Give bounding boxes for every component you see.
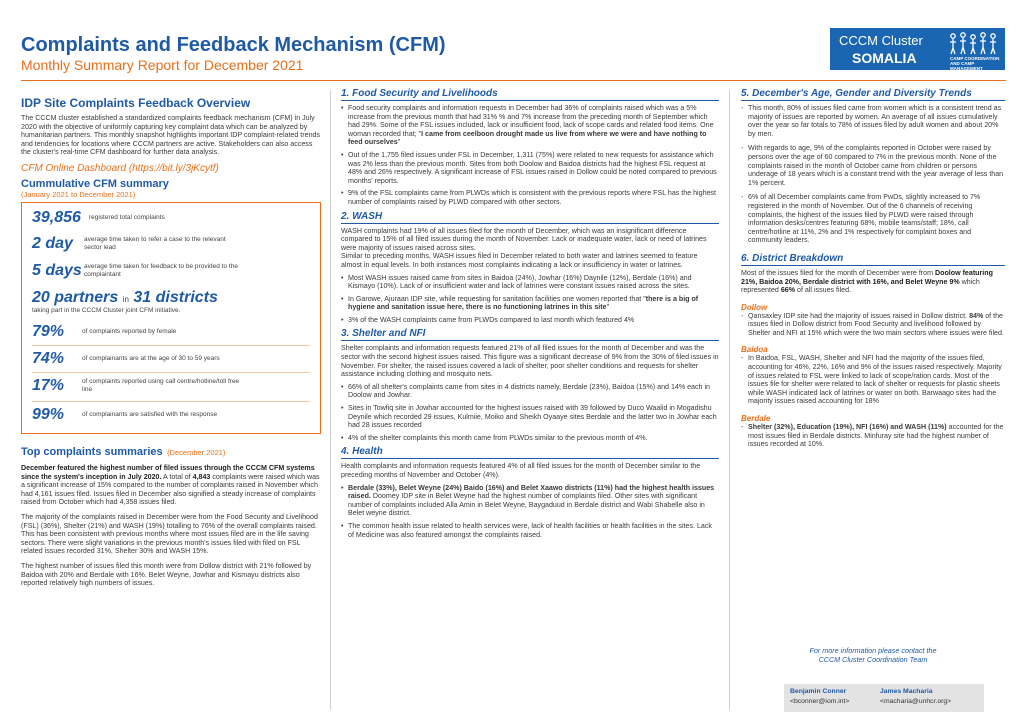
list-item: • 3% of the WASH complaints came from PLWDs compared to last month which featured 4% xyxy=(341,316,719,325)
stat-referral-time xyxy=(32,235,244,253)
stat-label: taking part in the CCCM Cluster joint CFM initiative. xyxy=(32,306,181,314)
dollow-heading: Dollow xyxy=(741,302,768,312)
list-item xyxy=(341,295,719,312)
stat-satisfaction xyxy=(32,406,217,424)
baidoa-text: - In Baidoa, FSL, WASH, Shelter and NFI had the majority of the issues filed, accounting for 46%, 22%, 16% and 9% of the issues raised respectively. Majority of issues related to FSL were linked to lack of scope/ration cards. Most of the issues file for shelter were related to lack of shelter or requests for plastic sheets while WASH indicated lack of latrines or water on both. Barwaago sites had the majority issues raised accounting for 18% xyxy=(741,354,1005,406)
contact-box xyxy=(784,684,984,712)
berdale-heading: Berdale xyxy=(741,414,771,424)
district-heading: 6. District Breakdown xyxy=(741,253,1005,266)
stat-divider xyxy=(32,401,310,402)
shelter-paragraph: Shelter complaints and information requests featured 21% of all filed issues for the month of December and was the sector with the second highest issues raised. This figure was a significant decrease of 9% from the 30% of filed issues in November. For shelter, the raised issues covered a lack of shelter, poor shelter conditions and requests for shelter assistance including clothing and mosquito nets. xyxy=(341,344,719,379)
logo-country-text: SOMALIA xyxy=(852,50,917,66)
cumulative-stats-box xyxy=(21,202,321,434)
text-span: accounted for the most issues filed in Berdale districts. Minfuray site had the highest number of issues recorded at 10%. xyxy=(748,423,1004,449)
wash-list xyxy=(341,274,719,325)
text-span: of all issues filed. xyxy=(795,286,852,295)
text-span: Doomey IDP site in Belet Weyne had the highest number of complaints filed. Other sites with significant number of complaints included Alla Amin in Belet Weyne, Baygaduud in Berdale district and Wabi Shabelle also in Belet weyne district. xyxy=(348,492,705,518)
list-item: • 4% of the shelter complaints this month came from PLWDs similar to the previous month of 4%. xyxy=(341,434,719,443)
text-span: complaints were raised which was a significant increase of 15% compared to the number of complaints raised in November which had 4,161 issues filed. Issues filed in December also signified a steady increase of complaints raised from October which had 4,358 issues filed. xyxy=(21,472,320,507)
report-subtitle: Monthly Summary Report for December 2021 xyxy=(21,57,304,73)
list-item: • The common health issue related to health services were, lack of health facilities or health facilities in the sites. Lack of Medicine was also featured amongst the complaints raised. xyxy=(341,522,719,539)
text-span: Qansaxley IDP site had the majority of issues raised in Dollow district. xyxy=(748,311,970,320)
list-item: • 9% of the FSL complaints came from PLWDs which is consistent with the previous reports where FSL has the highest number of complaints raised by PLWD compared with other sectors. xyxy=(341,189,719,206)
contact-name: James Macharia xyxy=(880,688,933,695)
quote-text: I came from ceelboon drought made us live from where we were and have nothing to feed ourselves xyxy=(348,129,707,147)
bold-text: Shelter (32%), Education (19%), NFI (16%) and WASH (11%) xyxy=(748,423,947,432)
top-complaints-paragraph-3: The highest number of issues filed this month were from Dollow district with 21% followed by Baidoa with 20% and Berdale with 16%. Belet Weyne, Jowhar and Kismayu districts also reported relatively high numbers of issues. xyxy=(21,561,312,588)
age-gender-heading: 5. December's Age, Gender and Diversity Trends xyxy=(741,88,1005,101)
cumulative-period: (January 2021 to December 2021) xyxy=(21,189,136,199)
contact-email[interactable]: <macharia@unhcr.org> xyxy=(880,698,952,705)
bold-text: 66% xyxy=(780,286,796,295)
stat-label: of complaints reported using call centre/hotline/toll free line xyxy=(82,377,240,393)
text-span: " xyxy=(397,138,401,147)
stat-call-centre xyxy=(32,377,242,395)
right-column xyxy=(741,88,1005,449)
stat-districts-value: 31 districts xyxy=(133,288,218,306)
stat-age xyxy=(32,350,220,368)
middle-column xyxy=(341,88,719,543)
bold-text: 84% xyxy=(969,311,984,320)
fsl-list xyxy=(341,104,719,207)
bold-text: Berdale (33%), Belet Weyne (24%) Baido (16%) and Belet Xaawo districts (11%) had the highest health issues raised. xyxy=(348,483,715,501)
text-span: A total of xyxy=(161,472,193,481)
contact-email[interactable]: <bconner@iom.int> xyxy=(790,698,850,705)
list-item: • Out of the 1,755 filed issues under FSL in December, 1,311 (75%) were related to new requests for assistance which was 2% less than the previous month. Sites from both Doolow and Baidoa districts had the highest FSL request at 48% and 26% respectively. A significant increase of FSL issues raised in Dollow could be noted compared to previous months' reports. xyxy=(341,151,719,185)
age-gender-item: - With regards to age, 9% of the complaints reported in October were raised by persons over the age of 60 compared to 7% in the previous month. None of the complaints raised in the month of October came from children or persons underage of 18 years which is a constant trend with the year average of less than 1% percent. xyxy=(741,144,1005,187)
stat-label: of complaints reported by female xyxy=(82,327,177,335)
left-column xyxy=(21,88,321,588)
quote-text: there is a big of hygiene and sanitation issue here, there is no functioning latrines in this site xyxy=(348,294,699,312)
health-list xyxy=(341,484,719,540)
contact-name: Benjamin Conner xyxy=(790,688,847,695)
text-span: Food security complaints and information requests in December had 36% of complaints raised which was a 5% increase from the previous month that had 31% % and 7% increase from the preceding month of September which had 29%. Some of the FSL issues included, lack or insufficient food, lack of scope cards and related food items. One woman recorded that; " xyxy=(348,104,714,138)
shelter-list xyxy=(341,383,719,443)
top-complaints-period: (December 2021) xyxy=(167,447,226,457)
top-complaints-heading: Top complaints summaries xyxy=(21,445,163,458)
wash-paragraph: WASH complaints had 19% of all issues filed for the month of December, which was an insignificant difference compared to 15% of all filed issues during the month of November. Lack or inadequate water, lack or need of latrines were majority of issues raised across sites. xyxy=(341,226,707,252)
list-item: • 66% of all shelter's complaints came from sites in 4 districts namely, Berdale (23%), Baidoa (15%) and 14% each in Doolow and Jowhar. xyxy=(341,383,719,400)
stat-value: 2 day xyxy=(32,234,73,252)
contact-intro-line-1: For more information please contact the xyxy=(809,646,937,655)
age-gender-item: - 6% of all December complaints came from PwDs, slightly increased to 7% registered in the month of November. Out of the 6 channels of receiving complaints, the highest of the issues filed by PLWD were raised through information desks/centres featuring 68%, mobile teams/staff; 18%, call centre/hotline at 11%, 2% and 1% respectively for complaint boxes and community leaders. xyxy=(741,193,1005,245)
text-span: which represented xyxy=(741,277,980,295)
fsl-heading: 1. Food Security and Livelihoods xyxy=(341,88,719,101)
top-complaints-heading-row xyxy=(21,442,321,460)
logo-subtitle: CAMP COORDINATION AND CAMP MANAGEMENT xyxy=(950,56,1000,71)
contact-section xyxy=(741,646,1005,664)
stat-value: 5 days xyxy=(32,261,82,279)
berdale-text xyxy=(741,423,1005,449)
stat-value: 99% xyxy=(32,405,65,423)
report-header xyxy=(0,0,1024,80)
text-span: " xyxy=(606,303,610,312)
stat-in-text: in xyxy=(122,294,129,304)
dollow-text xyxy=(741,312,1005,338)
cccm-logo xyxy=(830,28,1005,70)
stat-value: 39,856 xyxy=(32,208,81,226)
overview-text: The CCCM cluster established a standardized complaints feedback mechanism (CFM) in July 2020 with the objective of uniformly capturing key complaint data which can be analyzed by humanitarian partners. This monthly snapshot highlights important IDP complaint-related trends and tendencies for locations where CCCM partners are active. Stakeholders can also access the cluster's real-time CFM dashboard for further data analysis. xyxy=(21,114,321,157)
wash-paragraph-2: Similar to preceding months, WASH issues filed in December related to both water and latrines seemed to feature almost in equal levels. In both instances most complaints indicating a lack or insufficiency in water or latrines. xyxy=(341,252,698,269)
stat-value: 74% xyxy=(32,349,65,367)
bold-text: Doolow featuring 21%, Baidoa 20%, Berdale district with 16%, and Belet Weyne 9% xyxy=(741,268,993,286)
stat-label: registered total complaints xyxy=(88,213,165,221)
shelter-heading: 3. Shelter and NFI xyxy=(341,328,719,341)
stat-label: of complainants are at the age of 30 to 59 years xyxy=(82,354,220,362)
list-item: • Sites in Towfiq site in Jowhar accounted for the highest issues raised with 39 followed by Duco Waalid in Mogadishu Deynile which recorded 29 issues, Kulmiie, Moiko and Sheikh Oyaaye sites Berdale and the latter two in Jowhar each had 28 issues recorded xyxy=(341,404,719,430)
stat-divider xyxy=(32,372,310,373)
list-item xyxy=(341,484,719,518)
stat-divider xyxy=(32,345,310,346)
stat-total-complaints xyxy=(32,209,165,227)
stat-partners-districts xyxy=(32,289,218,315)
top-complaints-paragraph-2: The majority of the complaints raised in December were from the Food Security and Livelihood (FSL) (36%), Shelter (21%) and WASH (19%) totalling to 76% of the overall complaints raised. This has been consistent with previous months where most issues filed are in the life saving sectors. There were slight variations in the previous month's issues filed with filed on FSL related issues recorded 31%, Shelter 30% and WASH 15%. xyxy=(21,512,318,556)
dashboard-link[interactable]: CFM Online Dashboard (https://bit.ly/3jKcytf) xyxy=(21,162,219,174)
district-paragraph xyxy=(741,269,1005,295)
report-title: Complaints and Feedback Mechanism (CFM) xyxy=(21,34,446,56)
health-paragraph: Health complaints and information requests featured 4% of all filed issues for the month of December similar to the preceding months of November and October (4%). xyxy=(341,462,701,479)
stat-value: 17% xyxy=(32,376,65,394)
stat-label: of complainants are satisfied with the response xyxy=(82,410,218,418)
bold-text: 4,843 xyxy=(192,472,211,481)
column-divider-right xyxy=(729,90,730,710)
baidoa-heading: Baidoa xyxy=(741,345,768,355)
top-complaints-paragraph-1 xyxy=(21,464,321,507)
bold-text: December featured the highest number of filed issues through the CCCM CFM systems since the system's inception in July 2020. xyxy=(21,463,315,481)
people-icon xyxy=(948,31,1000,55)
logo-cluster-text: CCCM Cluster xyxy=(839,33,923,48)
header-divider xyxy=(21,80,1006,81)
cumulative-heading: Cummulative CFM summary xyxy=(21,177,169,190)
list-item: • Most WASH issues raised came from sites in Baidoa (24%), Jowhar (16%) Daynile (12%), Berdale (16%) and Kismayo (10%). Lack of or insufficient water and lack of latrines were constant issues raised across the sites. xyxy=(341,274,719,291)
stat-label: average time taken to refer a case to the relevant sector lead xyxy=(84,235,226,251)
overview-heading: IDP Site Complaints Feedback Overview xyxy=(21,96,251,110)
stat-partners-value: 20 partners xyxy=(32,288,119,306)
wash-heading: 2. WASH xyxy=(341,211,719,224)
column-divider-left xyxy=(330,90,331,710)
age-gender-item: - This month, 80% of issues filed came from women which is a consistent trend as majority of issues are reported by women. An average of all issues cumulatively over the year so far totals to 78% of issues filed by adult women and about 20% by men. xyxy=(741,104,1005,138)
contact-intro-line-2: CCCM Cluster Coordination Team xyxy=(818,655,928,664)
text-span: Most of the issues filed for the month of December were from xyxy=(741,268,935,277)
text-span: of the issues filed in Dollow district from Food Security and livelihood followed by Shelter and NFI at 15% which were the two main sectors where issues were filed. xyxy=(748,311,1004,337)
health-heading: 4. Health xyxy=(341,446,719,459)
stat-feedback-time xyxy=(32,262,244,280)
stat-female xyxy=(32,323,176,341)
stat-label: average time taken for feedback to be provided to the complaintant xyxy=(84,262,238,278)
list-item xyxy=(341,104,719,147)
text-span: In Garowe, Ajuraan IDP site, while requesting for sanitation facilities one women reported that " xyxy=(348,294,646,303)
stat-value: 79% xyxy=(32,322,65,340)
